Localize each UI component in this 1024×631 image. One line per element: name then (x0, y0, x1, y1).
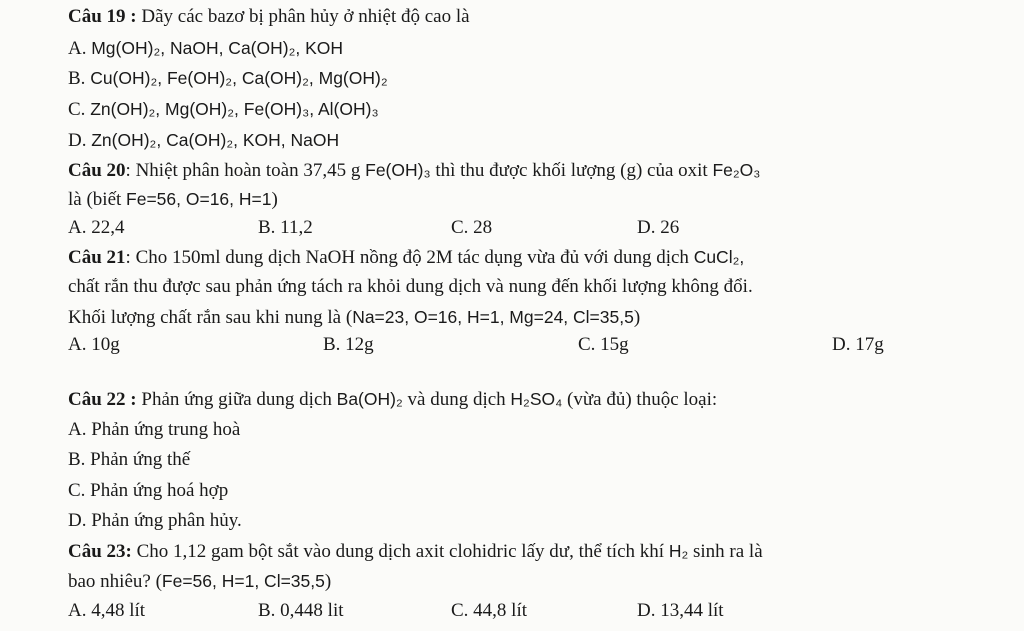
option-letter: A. (68, 38, 92, 59)
question-22-option-b: B. Phản ứng thế (68, 449, 191, 470)
question-21-option-b: B. 12g (323, 334, 374, 355)
question-21-masses: Na=23, O=16, H=1, Mg=24, Cl=35,5 (352, 307, 634, 327)
option-letter: C. (68, 99, 91, 120)
question-20 (68, 158, 760, 183)
question-20-option-c: C. 28 (451, 217, 493, 238)
question-21 (68, 245, 744, 270)
question-20-oxide: Fe₂O₃ (712, 160, 761, 180)
question-23 (68, 539, 763, 564)
question-23-masses: Fe=56, H=1, Cl=35,5 (161, 571, 325, 591)
question-22-text-b: và dung dịch (402, 389, 511, 410)
question-23-option-b: B. 0,448 lit (258, 600, 344, 621)
question-20-text-after: thì thu được khối lượng (g) của oxit (430, 160, 713, 181)
question-23-option-d: D. 13,44 lít (637, 600, 724, 621)
option-text: Cu(OH)₂, Fe(OH)₂, Ca(OH)₂, Mg(OH)₂ (90, 68, 388, 88)
option-letter: D. (68, 130, 92, 151)
question-19 (68, 5, 470, 29)
question-19-option-c (68, 97, 379, 122)
question-22-label: Câu 22 : (68, 389, 137, 410)
question-21-line-3 (68, 305, 640, 330)
question-19-text: Dãy các bazơ bị phân hủy ở nhiệt độ cao là (136, 6, 470, 27)
question-21-option-d: D. 17g (832, 334, 884, 355)
question-23-line-2 (68, 569, 331, 594)
question-19-option-a (68, 36, 343, 61)
question-21-option-a: A. 10g (68, 334, 120, 355)
question-20-compound: Fe(OH)₃ (365, 160, 431, 180)
question-20-note: là (biết (68, 189, 127, 210)
question-21-note-end: ) (633, 307, 641, 328)
question-20-option-b: B. 11,2 (258, 217, 313, 238)
question-20-line-2 (68, 187, 278, 212)
question-22-text-c: (vừa đủ) thuộc loại: (562, 389, 718, 410)
question-22 (68, 387, 717, 412)
question-20-option-a: A. 22,4 (68, 217, 125, 238)
question-23-option-c: C. 44,8 lít (451, 600, 528, 621)
option-letter: B. (68, 68, 91, 89)
option-text: Zn(OH)₂, Mg(OH)₂, Fe(OH)₃, Al(OH)₃ (90, 99, 379, 119)
question-22-option-c: C. Phản ứng hoá hợp (68, 480, 229, 501)
question-19-option-b (68, 66, 388, 91)
question-23-label: Câu 23: (68, 541, 132, 562)
question-20-label: Câu 20 (68, 160, 126, 181)
option-text: Zn(OH)₂, Ca(OH)₂, KOH, NaOH (91, 130, 340, 150)
option-text: Mg(OH)₂, NaOH, Ca(OH)₂, KOH (91, 38, 344, 58)
question-22-text: Phản ứng giữa dung dịch (136, 389, 337, 410)
question-21-text-3: Khối lượng chất rắn sau khi nung là ( (68, 307, 353, 328)
question-22-option-d: D. Phản ứng phân hủy. (68, 510, 242, 531)
question-21-option-c: C. 15g (578, 334, 629, 355)
question-21-compound: CuCl₂, (693, 247, 745, 267)
question-23-option-a: A. 4,48 lít (68, 600, 146, 621)
question-20-note-end: ) (271, 189, 278, 210)
question-20-option-d: D. 26 (637, 217, 680, 238)
question-19-option-d (68, 128, 339, 153)
question-23-text-2: bao nhiêu? ( (68, 571, 162, 592)
question-22-compound-2: H₂SO₄ (510, 389, 563, 409)
question-19-label: Câu 19 : (68, 6, 137, 27)
question-22-compound-1: Ba(OH)₂ (336, 389, 403, 409)
question-23-gas: H₂ (668, 541, 689, 561)
question-23-text: Cho 1,12 gam bột sắt vào dung dịch axit clohidric lấy dư, thể tích khí (131, 541, 669, 562)
question-23-note-end: ) (324, 571, 332, 592)
question-20-masses: Fe=56, O=16, H=1 (126, 189, 272, 209)
question-21-label: Câu 21 (68, 247, 126, 268)
question-20-text: : Nhiệt phân hoàn toàn 37,45 g (125, 160, 366, 181)
question-21-line-2: chất rắn thu được sau phản ứng tách ra khỏi dung dịch và nung đến khối lượng không đổi. (68, 276, 753, 297)
question-21-text: : Cho 150ml dung dịch NaOH nồng độ 2M tác dụng vừa đủ với dung dịch (125, 247, 694, 268)
question-22-option-a: A. Phản ứng trung hoà (68, 419, 241, 440)
question-23-text-b: sinh ra là (688, 541, 763, 562)
